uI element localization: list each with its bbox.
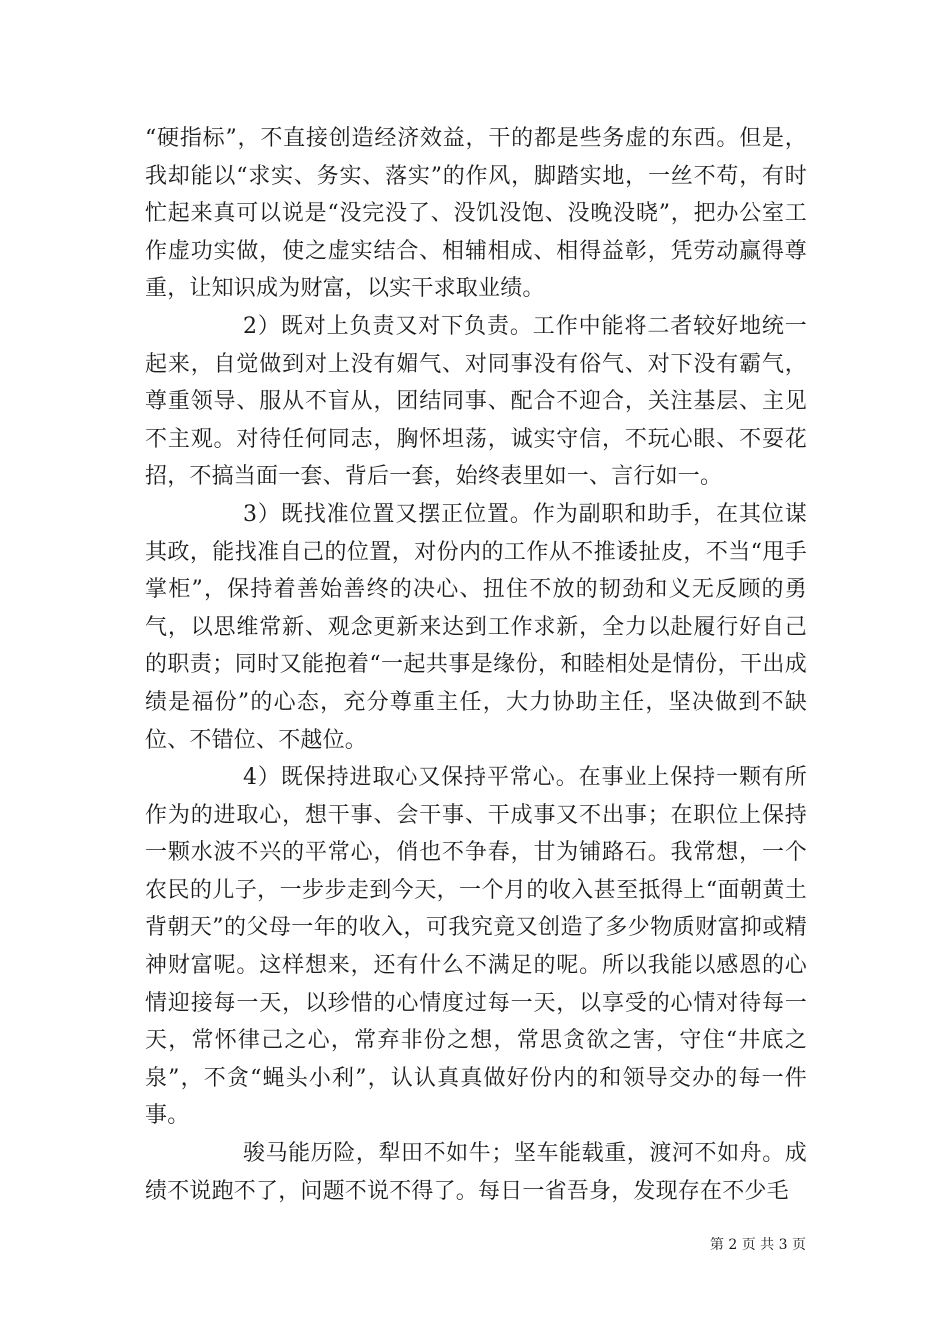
paragraph-item-2: 2）既对上负责又对下负责。工作中能将二者较好地统一起来，自觉做到对上没有媚气、对同事没有俗气、对下没有霸气，尊重领导、服从不盲从，团结同事、配合不迎合，关注基层、主见不主观。对待任何同志，胸怀坦荡，诚实守信，不玩心眼、不耍花招，不搞当面一套、背后一套，始终表里如一、言行如一。: [145, 313, 807, 490]
page-number-footer: 第 2 页 共 3 页: [709, 1237, 806, 1253]
paragraph-item-3: 3）既找准位置又摆正位置。作为副职和助手，在其位谋其政，能找准自己的位置，对份内的工作从不推诿扯皮，不当“甩手掌柜”，保持着善始善终的决心、扭住不放的韧劲和义无反顾的勇气，以思维常新、观念更新来达到工作求新，全力以赴履行好自己的职责；同时又能抱着“一起共事是缘份，和睦相处是情份，干出成绩是福份”的心态，充分尊重主任，大力协助主任，坚决做到不缺位、不错位、不越位。: [145, 501, 807, 753]
paragraph-continuation: “硬指标”，不直接创造经济效益，干的都是些务虚的东西。但是，我却能以“求实、务实、落实”的作风，脚踏实地，一丝不苟，有时忙起来真可以说是“没完没了、没饥没饱、没晚没晓”，把办公室工作虚功实做，使之虚实结合、相辅相成、相得益彰，凭劳动赢得尊重，让知识成为财富，以实干求取业绩。: [145, 126, 807, 302]
document-body: [145, 120, 807, 1210]
paragraph-closing: 骏马能历险，犁田不如牛；坚车能载重，渡河不如舟。成绩不说跑不了，问题不说不得了。每日一省吾身，发现存在不少毛: [145, 1141, 807, 1204]
paragraph-item-4: 4）既保持进取心又保持平常心。在事业上保持一颗有所作为的进取心，想干事、会干事、干成事又不出事；在职位上保持一颗水波不兴的平常心，俏也不争春，甘为铺路石。我常想，一个农民的儿子，一步步走到今天，一个月的收入甚至抵得上“面朝黄土背朝天”的父母一年的收入，可我究竟又创造了多少物质财富抑或精神财富呢。这样想来，还有什么不满足的呢。所以我能以感恩的心情迎接每一天，以珍惜的心情度过每一天，以享受的心情对待每一天，常怀律己之心，常弃非份之想，常思贪欲之害，守住“井底之泉”，不贪“蝇头小利”，认认真真做好份内的和领导交办的每一件事。: [145, 765, 807, 1129]
